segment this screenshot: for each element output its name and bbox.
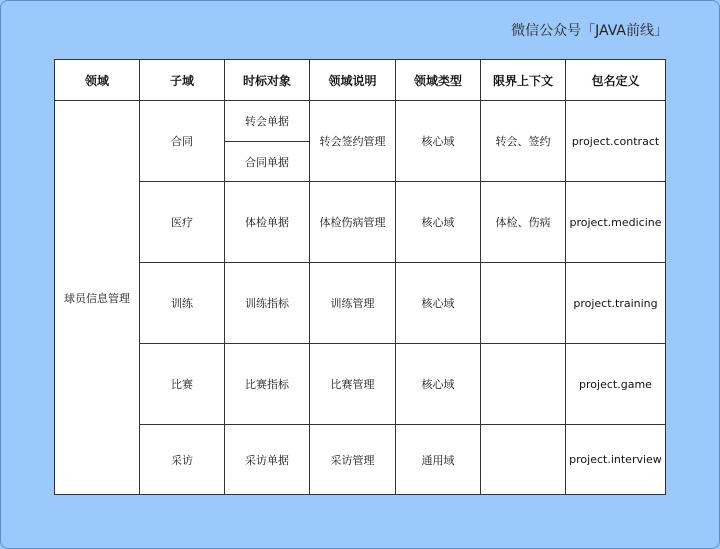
context-cell xyxy=(481,263,566,344)
object-cell: 体检单据 xyxy=(225,182,310,263)
header-description: 领域说明 xyxy=(310,60,396,101)
context-cell: 转会、签约 xyxy=(481,101,566,182)
header-domain: 领域 xyxy=(55,60,140,101)
context-cell: 体检、伤病 xyxy=(481,182,566,263)
subdomain-cell: 训练 xyxy=(140,263,225,344)
watermark: 微信公众号「JAVA前线」 xyxy=(511,23,668,39)
header-row xyxy=(55,60,666,101)
context-cell xyxy=(481,344,566,425)
header-object: 时标对象 xyxy=(225,60,310,101)
subdomain-cell: 合同 xyxy=(140,101,225,182)
table-row xyxy=(55,101,666,142)
table-row xyxy=(55,182,666,263)
context-cell xyxy=(481,425,566,495)
package-cell: project.medicine xyxy=(566,182,666,263)
header-type: 领域类型 xyxy=(396,60,481,101)
type-cell: 核心域 xyxy=(396,101,481,182)
table-row xyxy=(55,425,666,495)
subdomain-cell: 医疗 xyxy=(140,182,225,263)
type-cell: 核心域 xyxy=(396,263,481,344)
object-cell: 转会单据 xyxy=(225,101,310,142)
type-cell: 核心域 xyxy=(396,344,481,425)
object-cell: 采访单据 xyxy=(225,425,310,495)
description-cell: 比赛管理 xyxy=(310,344,396,425)
domain-cell: 球员信息管理 xyxy=(55,101,140,495)
header-subdomain: 子域 xyxy=(140,60,225,101)
table-row xyxy=(55,263,666,344)
object-cell: 比赛指标 xyxy=(225,344,310,425)
package-cell: project.contract xyxy=(566,101,666,182)
description-cell: 转会签约管理 xyxy=(310,101,396,182)
description-cell: 采访管理 xyxy=(310,425,396,495)
subdomain-cell: 采访 xyxy=(140,425,225,495)
description-cell: 训练管理 xyxy=(310,263,396,344)
header-package: 包名定义 xyxy=(566,60,666,101)
type-cell: 核心域 xyxy=(396,182,481,263)
description-cell: 体检伤病管理 xyxy=(310,182,396,263)
subdomain-cell: 比赛 xyxy=(140,344,225,425)
type-cell: 通用域 xyxy=(396,425,481,495)
object-cell: 合同单据 xyxy=(225,142,310,182)
package-cell: project.training xyxy=(566,263,666,344)
table-row xyxy=(55,344,666,425)
package-cell: project.game xyxy=(566,344,666,425)
domain-table xyxy=(54,59,666,495)
header-context: 限界上下文 xyxy=(481,60,566,101)
object-cell: 训练指标 xyxy=(225,263,310,344)
package-cell: project.interview xyxy=(566,425,666,495)
